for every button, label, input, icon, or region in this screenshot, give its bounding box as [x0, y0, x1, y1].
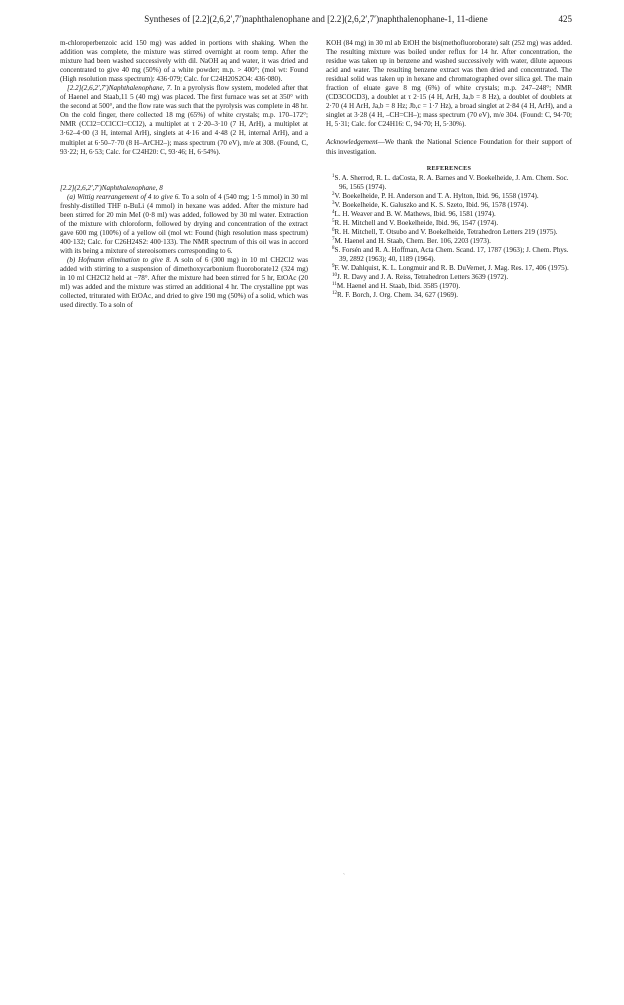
compound-7-body: In a pyrolysis flow system, modeled after that of Haenel and Staab,11 5 (40 mg) was placed. The first furnace was set at 350° with the second at 500°, and the flow rate was such that the pyrolysis was complete in 48 hr. On the cold finger, there collected 18 mg (65%) of white crystals; m.p. 170–172°; NMR (CCl2=CClCCl=CCl2), a multiplet at τ 2·20–3·10 (7 H, ArH), a multiplet at 3·62–4·00 (3 H, internal ArH), singlets at 4·16 and 4·48 (2 H, internal ArH), and a multiplet at 6·50–7·70 (8 H–ArCH2–); mass spectrum (70 eV), m/e at 308. (Found, C, 93·22; H, 6·53; Calc. for C24H20: C, 93·46; H, 6·54%).: [60, 84, 309, 156]
reference-number: 10: [332, 273, 337, 279]
paragraph-hofmann: [60, 256, 308, 310]
reference-item: [326, 273, 572, 282]
references-heading: REFERENCES: [426, 164, 472, 172]
reference-item: [326, 264, 572, 273]
compound-8-heading: [60, 184, 308, 193]
running-title: Syntheses of [2.2](2,6,2′,7′)naphthalenophane and [2.2](2,6,2′,7′)naphthalenophane-1, 11-diene: [144, 14, 488, 24]
reference-text: M. Haenel and H. Staab, Chem. Ber. 106, 2203 (1973).: [334, 236, 491, 245]
reference-number: 1: [332, 173, 335, 179]
paragraph-wittig: [60, 193, 308, 256]
reference-text: V. Boekelheide, P. H. Anderson and T. A. Hylton, Ibid. 96, 1558 (1974).: [334, 191, 539, 200]
page-number: 425: [558, 14, 572, 24]
reference-text: J. R. Davy and J. A. Reiss, Tetrahedron Letters 3639 (1972).: [337, 273, 509, 282]
reference-number: 12: [332, 291, 337, 297]
section-gap: [60, 157, 308, 184]
hofmann-body: A soln of 6 (300 mg) in 10 ml CH2Cl2 was added with stirring to a suspension of dimethoxycarbonium fluoroborate12 (324 mg) in 10 ml CH2Cl2 held at −78°. After the mixture had been stirred for 5 hr, EtOAc (20 ml) was added and the mixture was stirred an additional 4 hr. The crystalline ppt was collected, triturated with EtOAc, and dried to give 190 mg (50%) of a solid, which was used directly. To a soln of: [60, 255, 308, 310]
reference-text: F. W. Dahlquist, K. L. Longmuir and R. B. DuVernet, J. Mag. Res. 17, 406 (1975).: [334, 264, 569, 273]
hofmann-title: (b) Hofmann elimination to give 8.: [67, 255, 172, 264]
references-list: [326, 174, 572, 301]
reference-number: 11: [332, 282, 337, 288]
reference-item: [326, 201, 572, 210]
reference-text: L. H. Weaver and B. W. Mathews, Ibid. 96, 1581 (1974).: [334, 209, 496, 218]
reference-item: [326, 246, 572, 264]
left-column: [60, 39, 308, 310]
reference-text: M. Haenel and H. Staab, Ibid. 3585 (1970).: [336, 282, 461, 291]
reference-number: 5: [332, 218, 335, 224]
reference-item: [326, 228, 572, 237]
acknowledgement-body: —We thank the National Science Foundation for their support of this investigation.: [326, 138, 572, 156]
reference-item: [326, 210, 572, 219]
paragraph-naphthalenophane-7: [60, 84, 308, 156]
reference-number: 9: [332, 264, 335, 270]
reference-item: [326, 237, 572, 246]
running-header: [60, 9, 572, 29]
reference-number: 6: [332, 227, 335, 233]
reference-item: [326, 192, 572, 201]
wittig-body: To a soln of 4 (540 mg; 1·5 mmol) in 30 ml freshly-distilled THF n-BuLi (4 mmol) in hexane was added. After the mixture had been stirred for 20 min MeI (0·8 ml) was added, followed by 30 ml water. Extraction of the mixture with chloroform, followed by drying and concentration of the extract gave 600 mg (100%) of a yellow oil (mol wt: Found (high resolution mass spectrum) 400·132; Calc. for C26H24S2: 400·133). The NMR spectrum of this oil was in accord with its being a mixture of stereoisomers corresponding to 6.: [60, 192, 308, 255]
acknowledgement-label: Acknowledgement: [326, 138, 378, 147]
stray-mark: `: [343, 874, 345, 880]
reference-text: R. F. Borch, J. Org. Chem. 34, 627 (1969).: [337, 291, 459, 300]
reference-item: [326, 174, 572, 192]
right-column: [326, 39, 572, 300]
reference-text: R. H. Mitchell, T. Otsubo and V. Boekelheide, Tetrahedron Letters 219 (1975).: [334, 227, 558, 236]
reference-text: R. H. Mitchell and V. Boekelheide, Ibid. 96, 1547 (1974).: [334, 218, 499, 227]
wittig-title: (a) Wittig rearrangement of 4 to give 6.: [67, 192, 181, 201]
reference-item: [326, 282, 572, 291]
reference-number: 8: [332, 245, 335, 251]
reference-text: S. A. Sherrod, R. L. daCosta, R. A. Barnes and V. Boekelheide, J. Am. Chem. Soc. 96, 1565 (1974).: [334, 173, 569, 191]
reference-number: 2: [332, 191, 335, 197]
reference-item: [326, 219, 572, 228]
reference-text: S. Forsén and R. A. Hoffman, Acta Chem. Scand. 17, 1787 (1963); J. Chem. Phys. 39, 2892 (1963); 40, 1189 (1964).: [334, 245, 569, 264]
compound-8-title: [2.2](2,6,2′,7′)Naphthalenophane, 8: [60, 183, 163, 192]
reference-number: 7: [332, 236, 335, 242]
paragraph-hofmann-continued: KOH (84 mg) in 30 ml ab EtOH the bis(methofluoroborate) salt (252 mg) was added. The resulting mixture was boiled under reflux for 14 hr. After concentration, the residue was taken up in benzene and washed successively with water, dilute aqueous acid and water. The resulting benzene extract was then dried and concentrated. The residual solid was taken up in hexane and chromatographed over silica gel. The main fraction of eluate gave 8 mg (6%) of white crystals; m.p. 247–248°; NMR (CD3COCD3), a doublet at τ 2·15 (4 H, ArH, Ja,b = 8 Hz), a doublet of doublets at 2·70 (4 H ArH, Ja,b = 8 Hz; Jb,c = 1·7 Hz), a broad singlet at 2·84 (4 H, ArH), and a singlet at 3·28 (4 H, –CH=CH–); mass spectrum (70 eV), m/e 304. (Found: C, 94·70; H, 5·31; Calc. for C24H16: C, 94·70; H, 5·30%).: [326, 39, 572, 129]
reference-text: V. Boekelheide, K. Galuszko and K. S. Szeto, Ibid. 96, 1578 (1974).: [334, 200, 529, 209]
reference-number: 4: [332, 209, 335, 215]
reference-number: 3: [332, 200, 335, 206]
acknowledgement: [326, 138, 572, 156]
paragraph-oxidation: m-chloroperbenzoic acid 150 mg) was added in portions with shaking. When the addition was complete, the mixture was stirred overnight at room temp. After the mixture had been washed successively with dil. NaOH aq and water, it was dried and concentrated to give 40 mg (50%) of a white powder; m.p. > 400°; (mol wt: Found (High resolution mass spectrum): 436·079; Calc. for C24H20S2O4: 436·080).: [60, 39, 308, 84]
compound-7-title: [2.2](2,6,2′,7′)Naphthalenophane, 7.: [67, 84, 173, 93]
reference-item: [326, 291, 572, 300]
